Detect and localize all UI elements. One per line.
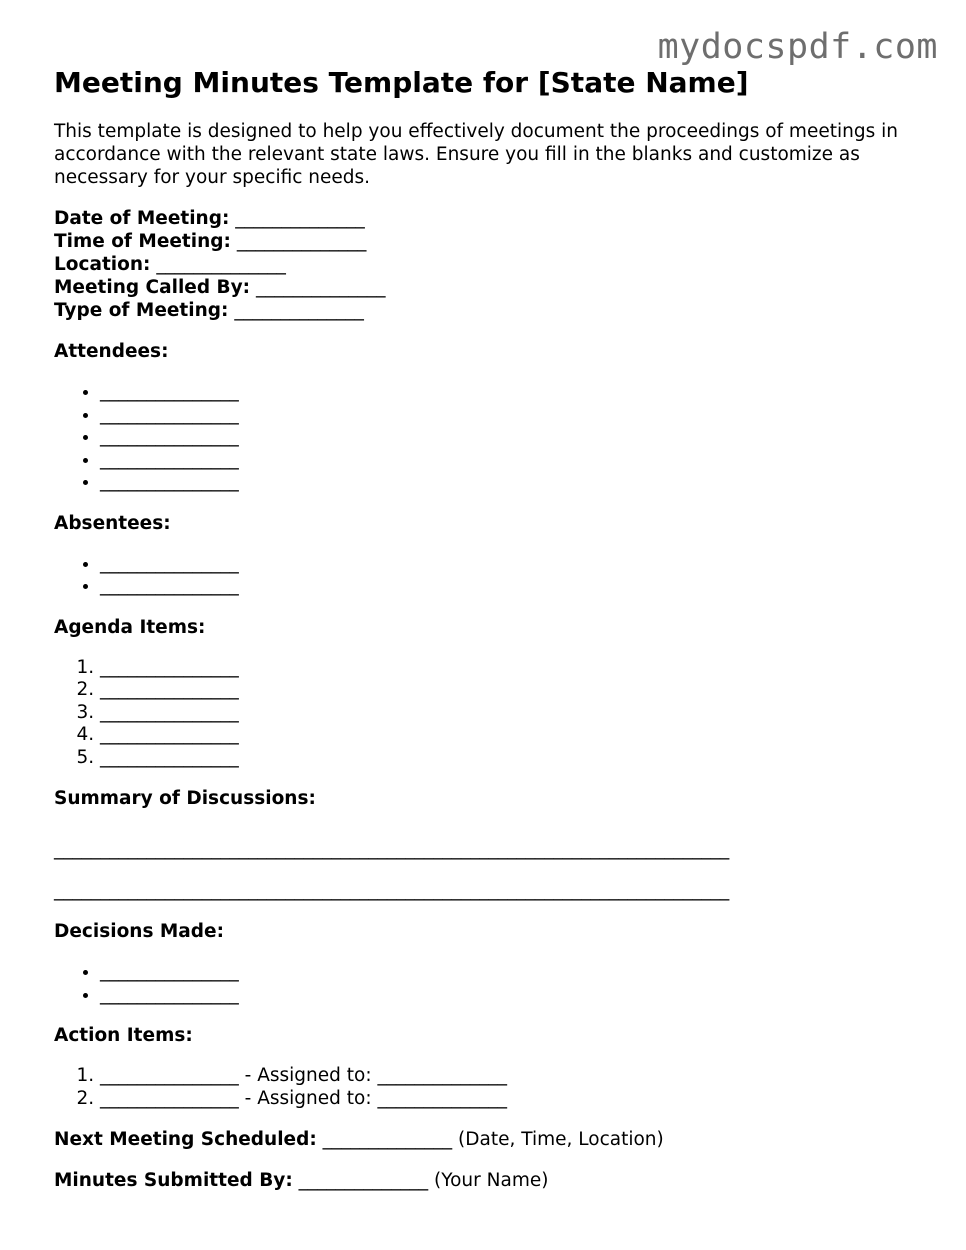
- called-by-blank: ______________: [255, 277, 386, 298]
- agenda-heading: Agenda Items:: [54, 616, 206, 638]
- summary-heading: Summary of Discussions:: [54, 788, 316, 809]
- attendees-heading: Attendees:: [54, 341, 169, 362]
- assigned-to-label: - Assigned to:: [244, 1087, 372, 1109]
- assignee-blank: ______________: [377, 1065, 507, 1086]
- absentees-heading: Absentees:: [54, 512, 171, 534]
- agenda-item[interactable]: 2. _______________: [100, 679, 934, 702]
- attendees-list: [54, 381, 934, 494]
- assigned-to-label: - Assigned to:: [244, 1065, 372, 1086]
- date-field[interactable]: [54, 207, 934, 230]
- page-title: Meeting Minutes Template for [State Name]: [54, 66, 749, 99]
- summary-line[interactable]: _________________________________________________________________________: [54, 880, 730, 901]
- attendee-item[interactable]: • _______________: [100, 426, 934, 449]
- type-blank: ______________: [234, 300, 364, 321]
- decisions-heading: Decisions Made:: [54, 921, 224, 942]
- agenda-item[interactable]: 4. _______________: [100, 724, 934, 747]
- next-meeting-note: (Date, Time, Location): [458, 1129, 664, 1150]
- date-label: Date of Meeting:: [54, 208, 230, 229]
- next-meeting-field[interactable]: [54, 1128, 934, 1151]
- attendee-item[interactable]: • _______________: [100, 381, 934, 404]
- decisions-list: [54, 961, 934, 1006]
- attendee-item[interactable]: • _______________: [100, 404, 934, 427]
- date-blank: ______________: [235, 208, 365, 229]
- action-blank: _______________: [100, 1065, 239, 1086]
- actions-list: [54, 1065, 934, 1110]
- location-label: Location:: [54, 254, 151, 275]
- actions-heading: Action Items:: [54, 1025, 193, 1046]
- watermark: mydocspdf.com: [657, 27, 938, 67]
- time-field[interactable]: [54, 230, 934, 253]
- type-label: Type of Meeting:: [54, 300, 229, 321]
- time-blank: ______________: [236, 231, 367, 252]
- absentee-item[interactable]: • _______________: [100, 575, 934, 598]
- called-by-field[interactable]: [54, 276, 934, 299]
- agenda-item[interactable]: 1. _______________: [100, 657, 934, 680]
- agenda-item[interactable]: 3. _______________: [100, 702, 934, 725]
- submitted-by-field[interactable]: [54, 1169, 934, 1192]
- document-page: [54, 64, 934, 1192]
- location-field[interactable]: [54, 253, 934, 276]
- action-item[interactable]: [100, 1088, 934, 1111]
- submitted-by-label: Minutes Submitted By:: [54, 1170, 293, 1191]
- summary-line[interactable]: _________________________________________________________________________: [54, 839, 730, 860]
- next-meeting-blank: ______________: [322, 1129, 453, 1150]
- attendee-item[interactable]: • _______________: [100, 471, 934, 494]
- submitted-by-note: (Your Name): [434, 1170, 549, 1191]
- type-field[interactable]: [54, 299, 934, 322]
- action-item[interactable]: [100, 1065, 934, 1088]
- time-label: Time of Meeting:: [54, 231, 231, 252]
- absentees-list: [54, 553, 934, 598]
- absentee-item[interactable]: • _______________: [100, 553, 934, 576]
- agenda-item[interactable]: 5. _______________: [100, 747, 934, 770]
- assignee-blank: ______________: [377, 1087, 507, 1109]
- intro-paragraph: This template is designed to help you effectively document the proceedings of meetings in accordance with the relevant state laws. Ensure you fill in the blanks and customize as necessary for your specific needs.: [54, 121, 898, 188]
- decision-item[interactable]: • _______________: [100, 984, 934, 1007]
- decision-item[interactable]: • _______________: [100, 961, 934, 984]
- action-blank: _______________: [100, 1087, 239, 1109]
- agenda-list: [54, 657, 934, 770]
- submitted-by-blank: ______________: [298, 1170, 429, 1191]
- location-blank: ______________: [156, 254, 286, 275]
- called-by-label: Meeting Called By:: [54, 277, 251, 298]
- meeting-details: [54, 207, 934, 322]
- next-meeting-label: Next Meeting Scheduled:: [54, 1129, 317, 1150]
- attendee-item[interactable]: • _______________: [100, 449, 934, 472]
